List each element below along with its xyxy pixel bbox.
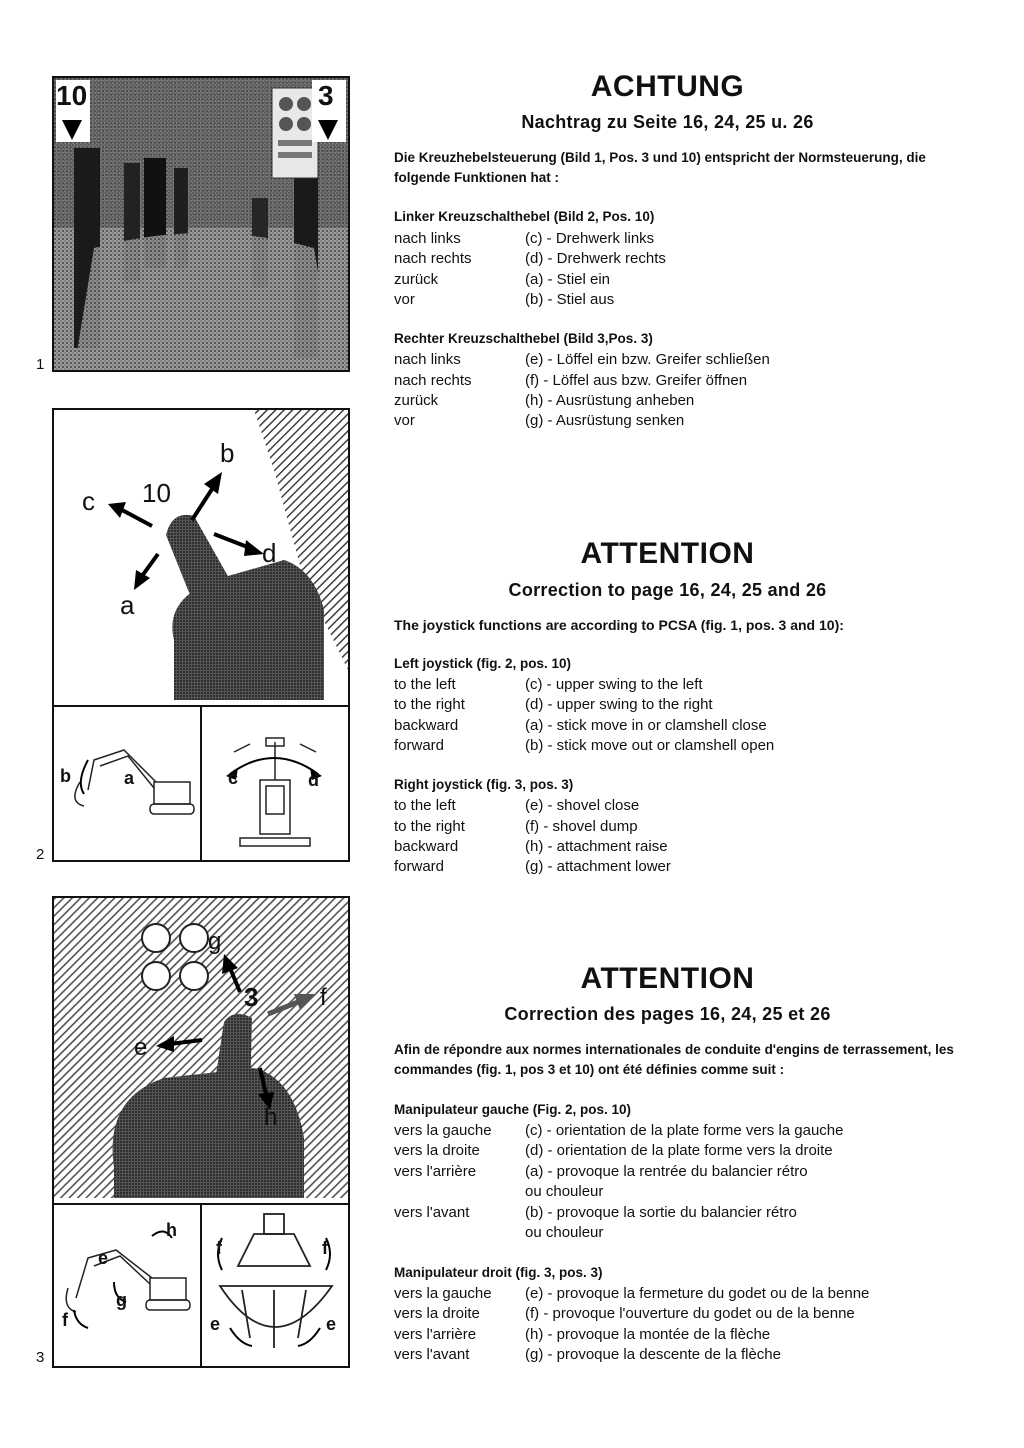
left-joystick-illustration [54, 410, 348, 860]
dir-label-f: f [320, 984, 327, 1011]
diagram-label-f-right: f [322, 1238, 328, 1258]
diagram-label-b: b [60, 766, 71, 786]
row-value: (b) - Stiel aus [525, 291, 615, 308]
row-value: (c) - orientation de la plate forme vers la gauche [525, 1122, 844, 1139]
excavator-side-icon [75, 750, 194, 814]
row-label: backward [394, 717, 459, 734]
row-value: (c) - Drehwerk links [525, 230, 655, 247]
english-right-heading: Right joystick (fig. 3, pos. 3) [394, 777, 574, 792]
diagram-label-d: d [308, 770, 319, 790]
english-right-row [394, 857, 671, 877]
row-label: vers l'avant [394, 1204, 470, 1221]
row-label: backward [394, 838, 459, 855]
row-label: vers la droite [394, 1305, 480, 1322]
german-right-row [394, 391, 694, 411]
arrow-a-icon [134, 554, 158, 590]
german-left-row [394, 270, 610, 290]
french-left-row [394, 1203, 797, 1223]
french-right-row [394, 1345, 781, 1365]
french-title: ATTENTION [580, 962, 755, 995]
french-left-row-continuation: ou chouleur [525, 1224, 604, 1241]
row-value: (a) - provoque la rentrée du balancier rétro [525, 1163, 808, 1180]
diagram-label-f: f [62, 1310, 68, 1330]
row-label: forward [394, 737, 445, 754]
dir-label-c: c [82, 486, 95, 516]
english-left-heading: Left joystick (fig. 2, pos. 10) [394, 656, 572, 671]
row-label: nach links [394, 351, 461, 368]
right-joystick-illustration [54, 898, 348, 1366]
dir-label-e: e [134, 1034, 148, 1061]
french-right-row [394, 1304, 855, 1324]
german-intro: Die Kreuzhebelsteuerung (Bild 1, Pos. 3 und 10) entspricht der Normsteuerung, die folgende Funktionen hat : [394, 150, 926, 185]
german-right-row [394, 411, 684, 431]
french-left-row-continuation: ou chouleur [525, 1183, 604, 1200]
lever-label-10: 10 [142, 478, 171, 508]
dir-label-h: h [264, 1104, 278, 1131]
row-label: vers l'arrière [394, 1163, 477, 1180]
row-label: nach rechts [394, 250, 472, 267]
row-label: zurück [394, 392, 439, 409]
row-value: (f) - Löffel aus bzw. Greifer öffnen [525, 372, 748, 389]
french-left-row [394, 1121, 844, 1141]
row-label: vers la droite [394, 1142, 480, 1159]
row-value: (g) - Ausrüstung senken [525, 412, 685, 429]
row-label: vers la gauche [394, 1122, 492, 1139]
row-value: (e) - Löffel ein bzw. Greifer schließen [525, 351, 770, 368]
figure-1-number: 1 [36, 356, 45, 373]
figure-1-photo [52, 76, 350, 372]
row-value: (g) - provoque la descente de la flèche [525, 1346, 781, 1363]
german-title: ACHTUNG [590, 70, 745, 103]
row-value: (f) - shovel dump [525, 818, 638, 835]
excavator-top-icon [234, 738, 316, 846]
row-label: to the right [394, 818, 465, 835]
row-label: vor [394, 291, 415, 308]
row-value: (h) - Ausrüstung anheben [525, 392, 695, 409]
dir-label-b: b [220, 438, 235, 468]
figure-3-number: 3 [36, 1349, 45, 1366]
dir-label-d: d [262, 538, 277, 568]
english-right-row [394, 796, 639, 816]
diagram-label-g: g [116, 1290, 127, 1310]
diagram-label-c: c [228, 768, 239, 788]
row-value: (a) - stick move in or clamshell close [525, 717, 767, 734]
french-left-heading: Manipulateur gauche (Fig. 2, pos. 10) [394, 1102, 632, 1117]
arrow-d-icon [214, 534, 264, 556]
german-left-row [394, 229, 654, 249]
french-left-row [394, 1162, 808, 1182]
row-value: (d) - upper swing to the right [525, 696, 713, 713]
german-right-row [394, 371, 747, 391]
row-value: (g) - attachment lower [525, 858, 671, 875]
row-label: vers la gauche [394, 1285, 492, 1302]
figure-2-panel [52, 408, 350, 862]
row-label: forward [394, 858, 445, 875]
row-value: (a) - Stiel ein [525, 271, 611, 288]
english-subtitle: Correction to page 16, 24, 25 and 26 [508, 580, 827, 600]
french-right-row [394, 1325, 770, 1345]
row-value: (h) - attachment raise [525, 838, 668, 855]
german-right-heading: Rechter Kreuzschalthebel (Bild 3,Pos. 3) [394, 331, 653, 346]
french-subtitle: Correction des pages 16, 24, 25 et 26 [504, 1004, 831, 1024]
english-left-row [394, 736, 774, 756]
dir-label-a: a [120, 590, 135, 620]
row-value: (e) - provoque la fermeture du godet ou de la benne [525, 1285, 870, 1302]
row-value: (b) - provoque la sortie du balancier rétro [525, 1204, 797, 1221]
row-value: (b) - stick move out or clamshell open [525, 737, 775, 754]
dir-label-g: g [208, 928, 222, 955]
row-value: (h) - provoque la montée de la flèche [525, 1326, 771, 1343]
german-left-heading: Linker Kreuzschalthebel (Bild 2, Pos. 10) [394, 209, 655, 224]
french-left-row [394, 1141, 833, 1161]
row-label: to the left [394, 797, 456, 814]
row-label: nach rechts [394, 372, 472, 389]
diagram-label-f-left: f [216, 1238, 222, 1258]
english-title: ATTENTION [580, 537, 755, 570]
french-right-row [394, 1284, 869, 1304]
row-label: nach links [394, 230, 461, 247]
french-intro: Afin de répondre aux normes internationales de conduite d'engins de terrassement, les commandes (fig. 1, pos 3 et 10) ont été définies comme suit : [394, 1042, 954, 1077]
row-label: vor [394, 412, 415, 429]
row-label: vers l'avant [394, 1346, 470, 1363]
german-left-row [394, 249, 666, 269]
english-left-row [394, 695, 713, 715]
diagram-label-a: a [124, 768, 135, 788]
arrow-b-icon [192, 472, 222, 520]
french-right-heading: Manipulateur droit (fig. 3, pos. 3) [394, 1265, 603, 1280]
diagram-label-e-left: e [210, 1314, 221, 1334]
diagram-label-h: h [166, 1220, 177, 1240]
row-label: to the right [394, 696, 465, 713]
german-right-row [394, 350, 770, 370]
figure-2-number: 2 [36, 846, 45, 863]
english-left-row [394, 675, 703, 695]
row-label: to the left [394, 676, 456, 693]
english-right-row [394, 817, 638, 837]
english-left-row [394, 716, 767, 736]
callout-3: 3 [318, 80, 334, 111]
row-value: (d) - orientation de la plate forme vers la droite [525, 1142, 833, 1159]
german-subtitle: Nachtrag zu Seite 16, 24, 25 u. 26 [521, 112, 814, 132]
row-value: (c) - upper swing to the left [525, 676, 703, 693]
callout-10: 10 [56, 80, 88, 111]
diagram-label-e: e [98, 1248, 109, 1268]
figure-3-panel [52, 896, 350, 1368]
row-value: (f) - provoque l'ouverture du godet ou de la benne [525, 1305, 855, 1322]
cab-controls-illustration [54, 78, 348, 370]
lever-label-3: 3 [244, 982, 259, 1012]
excavator-side-icon [66, 1250, 190, 1312]
diagram-label-e-right: e [326, 1314, 337, 1334]
row-value: (d) - Drehwerk rechts [525, 250, 666, 267]
english-right-row [394, 837, 668, 857]
row-label: zurück [394, 271, 439, 288]
row-value: (e) - shovel close [525, 797, 640, 814]
english-intro: The joystick functions are according to PCSA (fig. 1, pos. 3 and 10): [394, 617, 844, 633]
row-label: vers l'arrière [394, 1326, 477, 1343]
bucket-icon [220, 1214, 332, 1348]
german-left-row [394, 290, 614, 310]
